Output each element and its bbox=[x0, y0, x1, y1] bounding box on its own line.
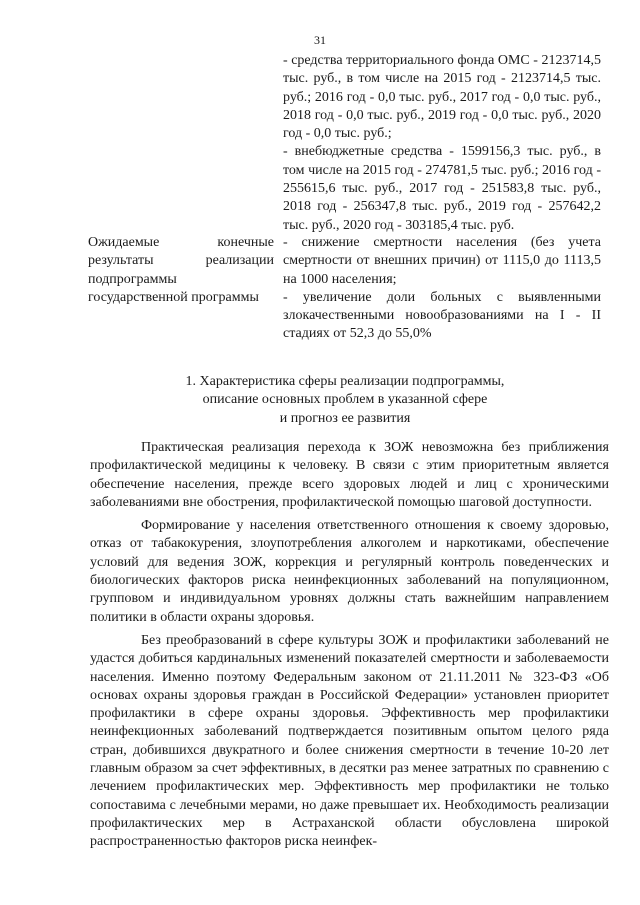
section-body bbox=[90, 439, 609, 857]
extrabudgetary-funding-text: - внебюджетные средства - 1599156,3 тыс. руб., в том числе на 2015 год - 274781,5 тыс. руб.; 2016 год - 255615,6 тыс. руб., 2017 год - 251583,8 тыс. руб., 2018 год - 256347,8 тыс. руб., 2019 год - 257642,2 тыс. руб., 2020 год - 303185,4 тыс. руб. bbox=[283, 144, 601, 233]
section-heading bbox=[90, 373, 600, 428]
omc-funding-text: - средства территориального фонда ОМС - 2123714,5 тыс. руб., в том числе на 2015 год - 2123714,5 тыс. руб.; 2016 год - 0,0 тыс. руб., 2017 год - 0,0 тыс. руб., 2018 год - 0,0 тыс. руб., 2019 год - 0,0 тыс. руб., 2020 год - 0,0 тыс. руб.; bbox=[283, 53, 601, 142]
body-paragraph: Практическая реализация перехода к ЗОЖ невозможна без приближения профилактической медицины к человеку. В связи с этим приоритетным является обеспечение населения, прежде всего здоровых людей и лиц с хроническими заболеваниями вне обострения, профилактической помощью шаговой доступности. bbox=[90, 440, 609, 510]
section-heading-line: и прогноз ее развития bbox=[279, 410, 411, 426]
funding-sources bbox=[283, 52, 601, 235]
body-paragraph: Формирование у населения ответственного отношения к своему здоровью, отказ от табакокурения, злоупотребления алкоголем и наркотиками, обеспечение условий для ведения ЗОЖ, коррекция и регулярный контроль поведенческих и биологических факторов риска неинфекционных заболеваний на популяционном, групповом и индивидуальном уровнях должны стать важнейшим направлением политики в области охраны здоровья. bbox=[90, 518, 609, 625]
result-item-mortality: - снижение смертности населения (без учета смертности от внешних причин) от 1115,0 до 1113,5 на 1000 населения; bbox=[283, 235, 601, 287]
body-paragraph: Без преобразований в сфере культуры ЗОЖ и профилактики заболеваний не удастся добиться кардинальных изменений показателей смертности и заболеваемости населения. Именно поэтому Федеральным законом от 21.11.2011 № 323-ФЗ «Об основах охраны здоровья граждан в Российской Федерации» установлен приоритет профилактики в сфере охраны здоровья. Эффективность мер профилактики неинфекционных заболеваний подтверждается позитивным опытом целого ряда стран, добившихся двукратного и более снижения смертности в течение 10-20 лет главным образом за счет эффективных, в десятки раз менее затратных по сравнению с лечением профилактических мер. Эффективность мер профилактики не только сопоставима с лечебными мерами, но даже превышает их. Необходимость реализации профилактических мер в Астраханской области обусловлена широкой распространенностью факторов риска неинфек- bbox=[90, 632, 609, 850]
section-heading-line: 1. Характеристика сферы реализации подпрограммы, bbox=[185, 374, 505, 389]
expected-results-label: Ожидаемые конечные результаты реализации подпрограммы государственной программы bbox=[88, 235, 274, 305]
section-heading-line: описание основных проблем в указанной сфере bbox=[202, 392, 488, 408]
expected-results-list bbox=[283, 234, 601, 344]
page-number: 31 bbox=[314, 33, 326, 47]
result-item-oncology: - увеличение доли больных с выявленными злокачественными новообразованиями на I - II стадиях от 52,3 до 55,0% bbox=[283, 289, 601, 342]
